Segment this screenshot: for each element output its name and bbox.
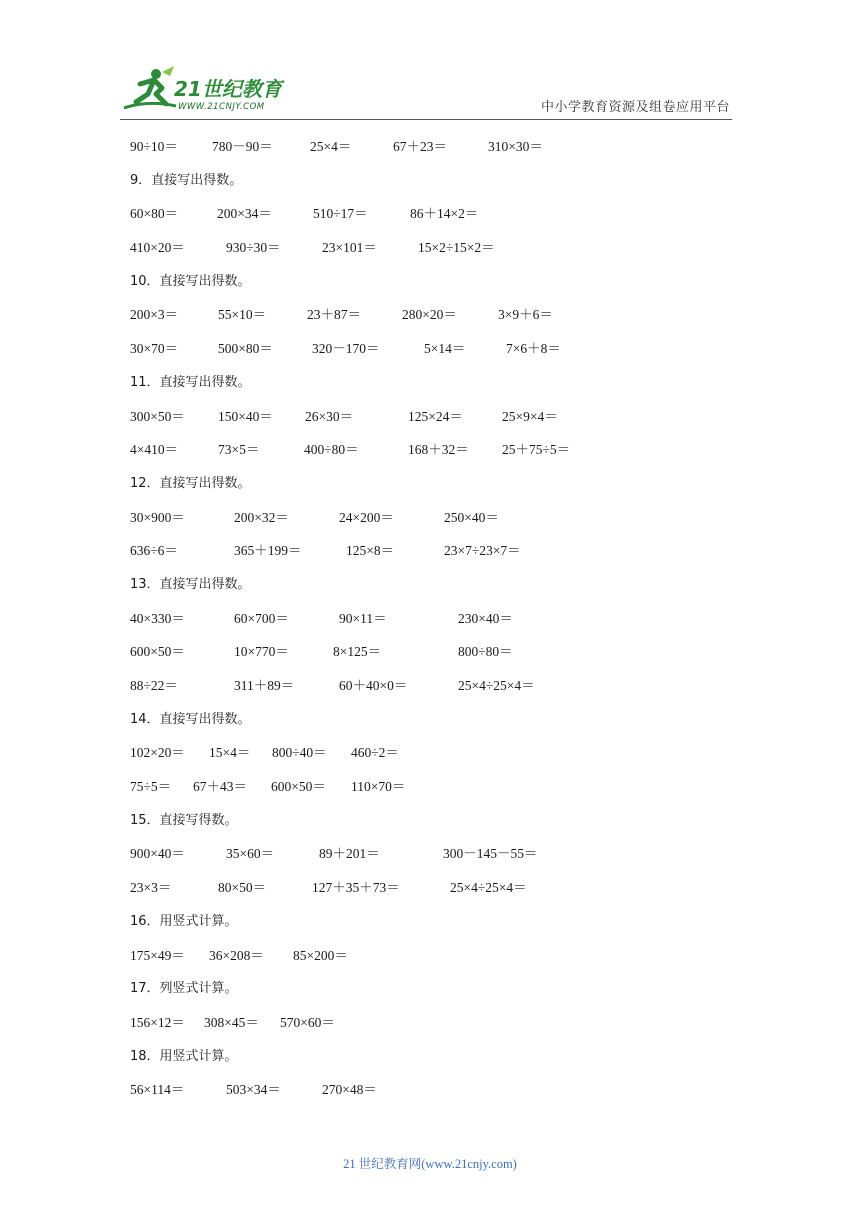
expression-item: 200×34＝ [217,206,272,222]
expression-item: 320－170＝ [312,341,380,357]
question-heading: 12．直接写出得数。 [130,475,251,491]
expression-item: 800÷40＝ [272,745,327,761]
expression-item: 230×40＝ [458,610,513,626]
expression-item: 56×114＝ [130,1082,185,1098]
expression-item: 86＋14×2＝ [410,206,479,222]
expression-item: 300－145－55＝ [443,846,538,862]
expression-item: 90÷10＝ [130,139,178,154]
expression-row [130,1006,750,1040]
expression-item: 125×24＝ [408,408,463,424]
expression-row [130,501,750,535]
expression-row [130,433,750,467]
header-divider [120,119,732,120]
expression-item: 503×34＝ [226,1082,281,1098]
expression-row [130,1073,750,1107]
logo-subtext: WWW.21CNJY.COM [178,102,265,112]
expression-item: 110×70＝ [351,779,406,795]
expression-item: 8×125＝ [333,644,382,660]
expression-item: 930÷30＝ [226,240,281,256]
expression-item: 400÷80＝ [304,442,359,458]
expression-item: 10×770＝ [234,644,289,660]
header-platform-text: 中小学教育资源及组卷应用平台 [540,100,730,115]
expression-item: 308×45＝ [204,1014,259,1030]
expression-item: 60×700＝ [234,610,289,626]
expression-item: 500×80＝ [218,341,273,357]
expression-row [130,635,750,669]
expression-row [130,770,750,804]
expression-item: 7×6＋8＝ [506,341,561,357]
expression-item: 40×330＝ [130,610,185,626]
expression-item: 510÷17＝ [313,206,368,222]
question-heading: 10．直接写出得数。 [130,273,251,289]
expression-item: 60＋40×0＝ [339,678,408,693]
expression-item: 5×14＝ [424,341,466,357]
expression-item: 23×101＝ [322,240,377,256]
expression-item: 23＋87＝ [307,307,361,323]
expression-item: 300×50＝ [130,408,185,424]
logo [118,64,298,116]
expression-item: 30×70＝ [130,341,179,357]
expression-item: 150×40＝ [218,408,273,424]
expression-item: 80×50＝ [218,880,267,896]
expression-item: 67＋43＝ [193,779,247,795]
page-footer: 21 世纪教育网(www.21cnjy.com) [343,1157,517,1171]
expression-item: 175×49＝ [130,947,185,963]
expression-item: 270×48＝ [322,1082,377,1098]
expression-item: 25×9×4＝ [502,408,558,424]
expression-row [130,130,750,164]
expression-item: 460÷2＝ [351,745,399,761]
expression-row [130,332,750,366]
expression-item: 25×4÷25×4＝ [450,880,527,896]
expression-item: 85×200＝ [293,947,348,963]
expression-item: 102×20＝ [130,745,185,761]
question-heading: 17．列竖式计算。 [130,981,238,997]
expression-item: 250×40＝ [444,509,499,525]
expression-row [130,534,750,568]
expression-item: 570×60＝ [280,1014,335,1030]
expression-item: 800÷80＝ [458,644,513,660]
expression-item: 636÷6＝ [130,543,178,559]
expression-item: 310×30＝ [488,139,543,154]
expression-row [130,736,750,770]
expression-item: 30×900＝ [130,509,185,525]
exercise-content [130,130,750,1107]
expression-row [130,837,750,871]
runner-icon [124,66,176,108]
expression-row [130,298,750,332]
question-heading: 16．用竖式计算。 [130,913,238,929]
expression-item: 3×9＋6＝ [498,307,553,323]
question-heading: 11．直接写出得数。 [130,374,251,390]
expression-item: 55×10＝ [218,307,267,323]
expression-item: 780－90＝ [212,139,273,154]
expression-item: 60×80＝ [130,206,179,222]
expression-item: 73×5＝ [218,442,260,458]
expression-item: 280×20＝ [402,307,457,323]
expression-item: 23×3＝ [130,880,172,896]
expression-item: 25×4÷25×4＝ [458,678,535,693]
expression-row [130,197,750,231]
expression-row [130,231,750,265]
expression-row [130,871,750,905]
expression-item: 311＋89＝ [234,678,295,693]
expression-item: 4×410＝ [130,442,179,458]
expression-item: 127＋35＋73＝ [312,880,400,896]
expression-item: 600×50＝ [271,779,326,795]
expression-item: 168＋32＝ [408,442,469,458]
expression-item: 88÷22＝ [130,678,178,693]
expression-item: 23×7÷23×7＝ [444,543,521,559]
expression-item: 410×20＝ [130,240,185,256]
expression-item: 125×8＝ [346,543,395,559]
expression-item: 36×208＝ [209,947,264,963]
expression-item: 600×50＝ [130,644,185,660]
expression-item: 200×32＝ [234,509,289,525]
expression-item: 90×11＝ [339,610,387,626]
expression-item: 900×40＝ [130,846,185,862]
expression-row [130,400,750,434]
expression-item: 25＋75÷5＝ [502,442,571,458]
question-heading: 13．直接写出得数。 [130,576,251,592]
expression-item: 15×4＝ [209,745,251,761]
expression-item: 35×60＝ [226,846,275,862]
question-heading: 18．用竖式计算。 [130,1048,238,1064]
expression-item: 89＋201＝ [319,846,380,862]
expression-item: 156×12＝ [130,1014,185,1030]
expression-item: 75÷5＝ [130,779,172,795]
logo-text: 21世纪教育 [174,77,282,101]
page-header [0,0,860,120]
question-heading: 15．直接写得数。 [130,812,238,828]
expression-row [130,939,750,973]
expression-row [130,669,750,703]
expression-item: 24×200＝ [339,509,394,525]
expression-row [130,602,750,636]
question-heading: 14．直接写出得数。 [130,711,251,727]
expression-item: 25×4＝ [310,139,352,154]
question-heading: 9．直接写出得数。 [130,172,243,188]
expression-item: 200×3＝ [130,307,179,323]
expression-item: 26×30＝ [305,408,354,424]
expression-item: 15×2÷15×2＝ [418,240,495,256]
expression-item: 365＋199＝ [234,543,302,559]
expression-item: 67＋23＝ [393,139,447,154]
